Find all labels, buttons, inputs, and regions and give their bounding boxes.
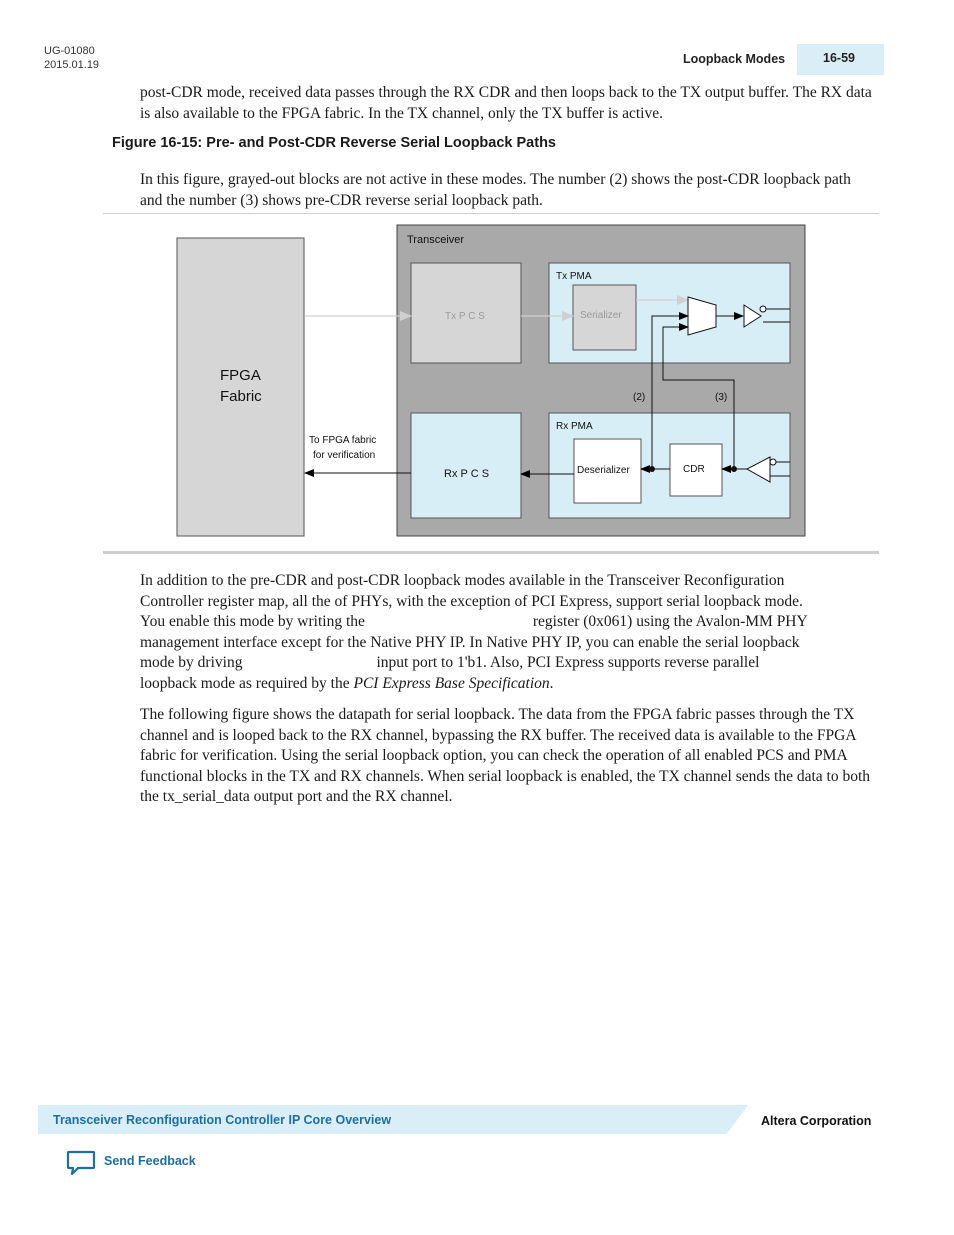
serial-loopback-paragraph	[140, 571, 875, 694]
p2-line-6	[140, 674, 875, 695]
figure-title: Figure 16-15: Pre- and Post-CDR Reverse Serial Loopback Paths	[112, 135, 556, 151]
path-3-label: (3)	[715, 392, 728, 403]
p2-line-4: management interface except for the Native PHY IP. In Native PHY IP, you can enable the serial loopback	[140, 633, 800, 651]
footer-corporation: Altera Corporation	[761, 1114, 872, 1128]
rx-pcs-label: Rx P C S	[444, 468, 490, 480]
post-cdr-tap-dot	[649, 466, 655, 472]
pre-cdr-tap-dot	[731, 466, 737, 472]
p2-line-2: Controller register map, all the of PHYs, with the exception of PCI Express, support serial loopback mode.	[140, 592, 803, 610]
p2-line-3-start: You enable this mode by writing the	[140, 613, 365, 630]
fpga-label-line2: Fabric	[220, 388, 262, 405]
p2-line-6-start: loopback mode as required by the	[140, 674, 354, 692]
cdr-label: CDR	[683, 464, 705, 475]
rx-buffer-pin-p	[770, 459, 776, 465]
rx-pcs-block	[411, 413, 521, 518]
transceiver-label: Transceiver	[407, 234, 465, 246]
feedback-icon[interactable]	[66, 1150, 96, 1178]
fabric-note-line2: for verification	[313, 450, 376, 461]
fpga-label-line1: FPGA	[220, 367, 261, 384]
page-number: 16-59	[797, 44, 884, 75]
p2-line-3	[140, 612, 875, 633]
send-feedback-link[interactable]: Send Feedback	[104, 1154, 196, 1168]
intro-paragraph: post-CDR mode, received data passes through the RX CDR and then loops back to the TX output buffer. The RX data is also available to the FPGA fabric. In the TX channel, only the TX buffer is active.	[140, 84, 872, 122]
path-2-label: (2)	[633, 392, 646, 403]
p2-line-5-start: mode by driving	[140, 654, 243, 671]
p2-line-1: In addition to the pre-CDR and post-CDR loopback modes available in the Transceiver Reconfiguration	[140, 572, 785, 589]
p2-line-3-end: register (0x061) using the Avalon-MM PHY	[532, 613, 808, 630]
doc-date: 2015.01.19	[44, 59, 100, 71]
rx-pma-label: Rx PMA	[556, 421, 593, 432]
fabric-note-line1: To FPGA fabric	[309, 435, 377, 446]
figure-bottom-divider	[103, 551, 879, 554]
deserializer-label: Deserializer	[577, 465, 630, 476]
doc-number: UG-01080	[44, 45, 95, 57]
tx-buffer-pin-p	[760, 306, 766, 312]
fpga-fabric-block	[177, 238, 304, 536]
p2-line-6-end: .	[549, 674, 554, 692]
p2-line-5	[140, 653, 875, 674]
p2-line-5-end: input port to 1'b1. Also, PCI Express supports reverse parallel	[376, 654, 760, 671]
tx-pma-label: Tx PMA	[556, 271, 592, 282]
datapath-paragraph: The following figure shows the datapath for serial loopback. The data from the FPGA fabric passes through the TX channel and is looped back to the RX channel, bypassing the RX buffer. The received data is available to the FPGA fabric for verification. Using the serial loopback option, you can check the operation of all enabled PCS and PMA functional blocks in the TX and RX channels. When serial loopback is enabled, the TX channel sends the data to both the tx_serial_data output port and the RX channel.	[140, 706, 871, 805]
pci-spec-title: PCI Express Base Specification	[353, 674, 550, 692]
loopback-diagram	[0, 0, 954, 560]
figure-caption: In this figure, grayed-out blocks are not active in these modes. The number (2) shows the post-CDR loopback path and the number (3) shows pre-CDR reverse serial loopback path.	[140, 171, 851, 209]
footer-chapter-title[interactable]: Transceiver Reconfiguration Controller IP Core Overview	[53, 1113, 392, 1127]
tx-pcs-label: Tx P C S	[445, 311, 485, 322]
serializer-label: Serializer	[580, 310, 622, 321]
section-title: Loopback Modes	[683, 52, 786, 66]
